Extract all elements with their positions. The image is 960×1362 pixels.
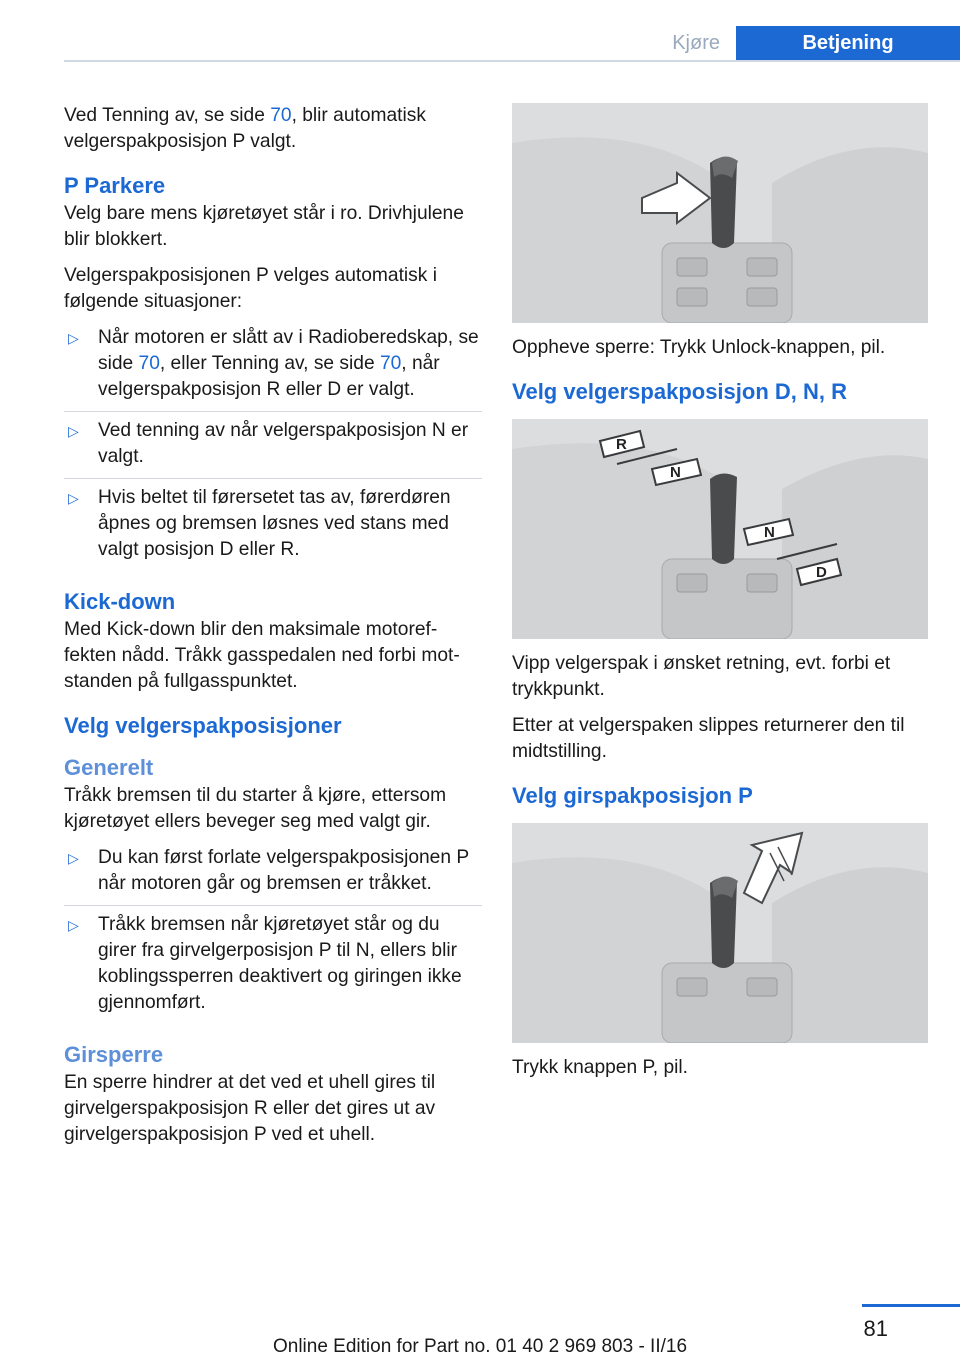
heading-velg-dnr: Velg velgerspakposisjon D, N, R [512,379,847,404]
heading-velg-girspak-p: Velg girspakposisjon P [512,783,753,808]
triangle-bullet-icon: ▷ [68,423,79,439]
edition-line: Online Edition for Part no. 01 40 2 969 803 - II/16 [272,1336,688,1357]
caption-p-button: Trykk knappen P, pil. [512,1057,688,1078]
left-column [64,103,482,1158]
paragraph-etter: Etter at velgerspaken slippes returnerer den til midtstilling. [512,715,905,762]
label-r: R [616,436,627,453]
list-text: Ved tenning av når velgerspakposisjon N er valgt. [98,420,469,467]
list-item [64,478,482,571]
list-text: Hvis beltet til førersetet tas av, førerdøren åpnes og bremsen løsnes ved stans med valgt posisjon D eller R. [98,487,451,560]
page-header [64,26,960,62]
label-n-top: N [670,464,681,481]
triangle-bullet-icon: ▷ [68,850,79,866]
list-item [64,325,482,411]
generelt-list [64,845,482,1024]
footer-rule [862,1304,960,1307]
list-text: Du kan først forlate velgerspakposisjonen P når motoren går og bremsen er tråkket. [98,847,469,894]
page-number: 81 [863,1316,888,1341]
chapter-tab[interactable]: Betjening [736,26,960,62]
girsperre-paragraph: En sperre hindrer at det ved et uhell gires til girvelgerspakposisjon R eller det gires ut av girvelgerspakposisjon P ved et uhell. [64,1072,436,1145]
heading-parkere: P Parkere [64,173,166,198]
list-text: , eller Tenning av, se side [159,353,380,374]
kickdown-paragraph: Med Kick-down blir den maksimale motoreffekten nådd. Tråkk gasspedalen ned forbi motstanden på fullgasspunktet. [64,619,460,692]
page-link-70[interactable]: 70 [270,105,292,126]
heading-velg-velgerspakposisjoner: Velg velgerspakposisjoner [64,713,342,738]
parkere-list [64,325,482,571]
page-link-70[interactable]: 70 [138,353,160,374]
list-text: Når motoren er slått av i Radioberedskap, se side [98,327,479,374]
gear-selector-unlock-illustration [512,103,928,323]
list-item [64,905,482,1024]
figure-unlock-button [512,103,928,323]
list-item [64,845,482,905]
heading-girsperre: Girsperre [64,1042,164,1067]
heading-generelt: Generelt [64,755,154,780]
parkere-paragraph-1: Velg bare mens kjøretøyet står i ro. Drivhjulene blir blokkert. [64,203,464,250]
gear-selector-dnr-illustration [512,419,928,639]
figure-dnr [512,419,928,639]
paragraph-vipp: Vipp velgerspak i ønsket retning, evt. forbi et trykkpunkt. [512,653,891,700]
header-rule [64,60,960,62]
section-tab[interactable]: Kjøre [672,32,720,54]
label-n-bottom: N [764,524,775,541]
list-item [64,411,482,478]
triangle-bullet-icon: ▷ [68,917,79,933]
intro-paragraph [64,103,482,155]
label-d: D [816,564,827,581]
list-text: Tråkk bremsen når kjøretøyet står og du girer fra girvelgerposisjon P til N, ellers blir koblingssperren deaktivert og giringen ikke gjennomført. [98,914,462,1013]
heading-kick-down: Kick-down [64,589,176,614]
caption-unlock: Oppheve sperre: Trykk Unlock-knappen, pil. [512,337,886,358]
triangle-bullet-icon: ▷ [68,490,79,506]
generelt-paragraph: Tråkk bremsen til du starter å kjøre, ettersom kjøretøyet ellers beveger seg med valgt gir. [64,785,447,832]
intro-text-2: , blir automatisk velgerspakposisjon P valgt. [64,105,426,152]
right-column [512,103,928,1091]
page-link-70[interactable]: 70 [379,353,402,374]
list-text: , når velgerspakposisjon R eller D er valgt. [98,353,440,400]
parkere-paragraph-2: Velgerspakposisjonen P velges automatisk i følgende situasjoner: [64,265,437,312]
gear-selector-p-illustration [512,823,928,1043]
intro-text-1: Ved Tenning av, se side [64,105,271,126]
triangle-bullet-icon: ▷ [68,330,79,346]
figure-p-button [512,823,928,1043]
